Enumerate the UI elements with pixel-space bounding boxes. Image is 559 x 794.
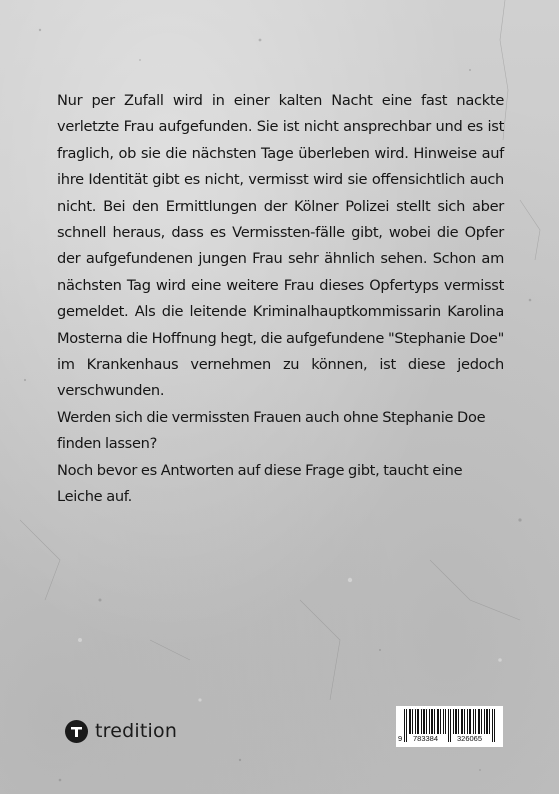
barcode-group-2: 326065 [457, 734, 483, 743]
blurb-paragraph-3: Noch bevor es Antworten auf diese Frage gibt, taucht eine Leiche auf. [57, 461, 463, 506]
publisher-name: tredition [95, 720, 178, 742]
publisher-logo [65, 718, 177, 744]
blurb-paragraph-1: Nur per Zufall wird in einer kalten Nacht eine fast nackte verletzte Frau aufgefunden. Sie ist nicht ansprechbar und es ist fraglich, ob sie die nächsten Tage überleben wird. Hinweise auf ihre Identität gibt es nicht, vermisst wird sie offensichtlich auch nicht. Bei den Ermittlungen der Kölner Polizei stellt sich aber schnell heraus, dass es Vermissten-fälle gibt, wobei die Opfer der aufgefundenen jungen Frau sehr ähnlich sehen. Schon am nächsten Tag wird eine weitere Frau dieses Opfertyps vermisst gemeldet. Als die leitende Kriminalhauptkommissarin Karolina Mosterna die Hoffnung hegt, die aufgefundene "Stephanie Doe" im Krankenhaus vernehmen zu können, ist diese jedoch verschwunden. [57, 92, 504, 400]
barcode-prefix: 9 [398, 734, 403, 743]
isbn-barcode [396, 706, 503, 747]
tredition-logo-icon [65, 720, 88, 743]
barcode-group-1: 783384 [413, 734, 439, 743]
blurb-paragraph-2: Werden sich die vermissten Frauen auch ohne Stephanie Doe finden lassen? [57, 408, 486, 453]
back-cover-blurb [57, 88, 504, 511]
